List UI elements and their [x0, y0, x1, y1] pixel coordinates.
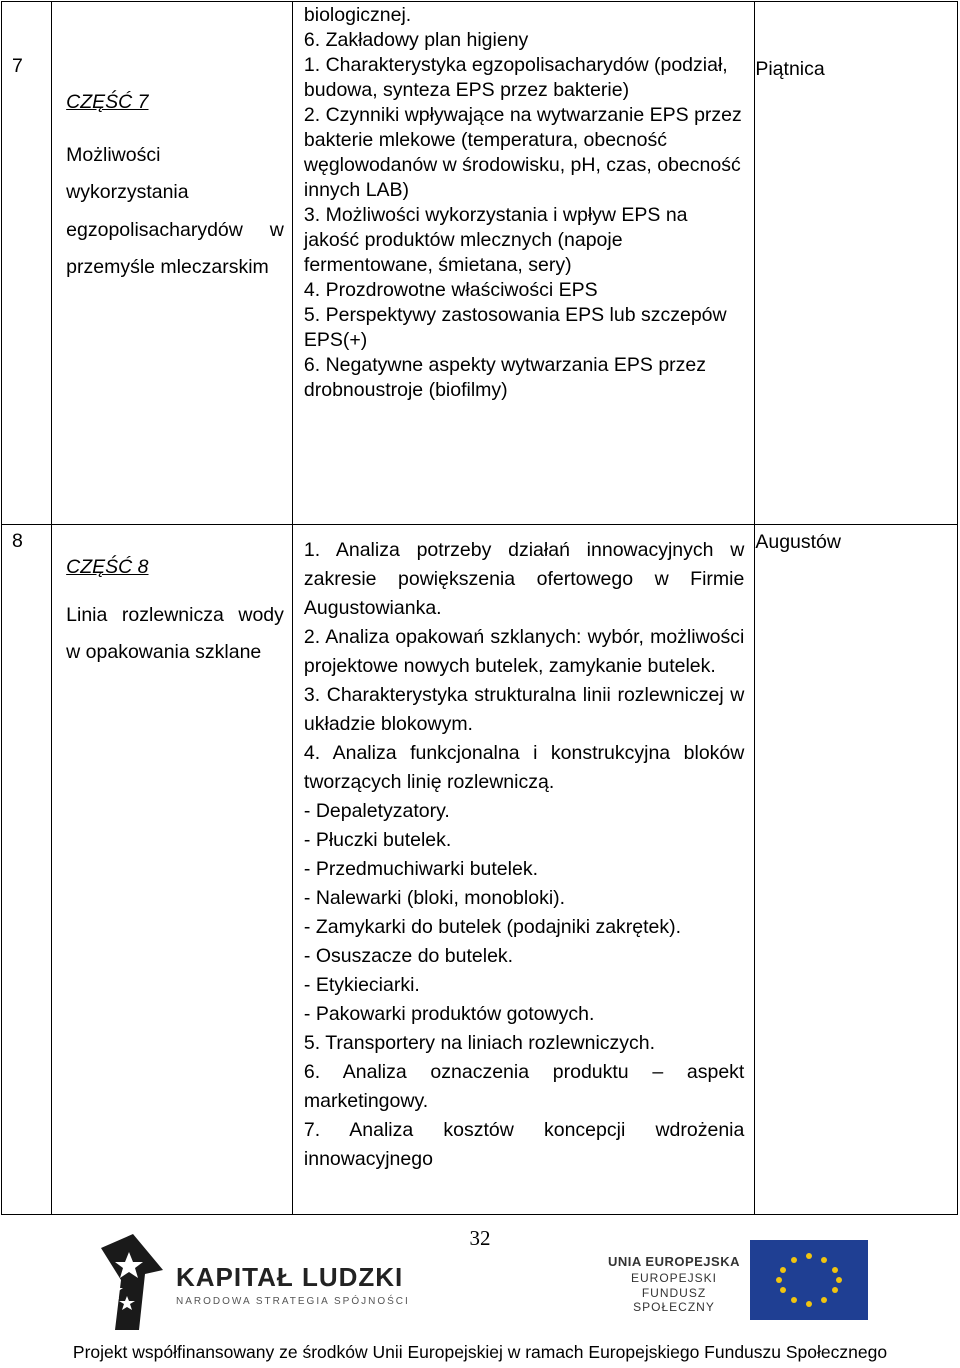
topic-item: - Nalewarki (bloki, monobloki).: [303, 887, 566, 909]
eu-flag: [600, 1230, 900, 1340]
place-cell: Augustów: [755, 525, 958, 1215]
table-row: [2, 525, 958, 1215]
topic-item: 6. Zakładowy plan higieny: [303, 29, 529, 51]
part-title: CZĘŚĆ 7: [66, 91, 149, 113]
topic-item: - Przedmuchiwarki butelek.: [303, 858, 538, 880]
part-cell: [52, 525, 293, 1215]
topic-item: 3. Charakterystyka strukturalna linii rozlewniczej w układzie blokowym.: [303, 684, 745, 735]
eu-flag-icon: [750, 1240, 868, 1320]
topic-item: 1. Charakterystyka egzopolisacharydów (podział, budowa, synteza EPS przez bakterie): [303, 54, 728, 101]
topic-item: - Płuczki butelek.: [303, 829, 452, 851]
topic-item: 1. Analiza potrzeby działań innowacyjnych w zakresie powiększenia ofertowego w Firmie Augustowianka.: [303, 539, 745, 619]
row-number: 8: [2, 525, 52, 1215]
topic-item: 7. Analiza kosztów koncepcji wdrożenia innowacyjnego: [303, 1119, 745, 1170]
topics-cell: [292, 2, 754, 525]
footer-text: Projekt współfinansowany ze środków Unii Europejskiej w ramach Europejskiego Funduszu Społecznego: [72, 1342, 888, 1362]
kapital-ludzki-subtitle: NARODOWA STRATEGIA SPÓJNOŚCI: [176, 1296, 410, 1307]
eu-line-2: EUROPEJSKI: [630, 1271, 718, 1285]
eu-line-3: FUNDUSZ SPOŁECZNY: [633, 1286, 715, 1314]
part-title: CZĘŚĆ 8: [66, 556, 149, 578]
part-description: Możliwości wykorzystania egzopolisacharydów w przemyśle mleczarskim: [66, 143, 284, 278]
part-cell: [52, 2, 293, 525]
topic-item: 5. Perspektywy zastosowania EPS lub szczepów EPS(+): [303, 304, 727, 351]
eu-line-1: UNIA EUROPEJSKA: [608, 1254, 740, 1269]
topics-cell: [292, 525, 754, 1215]
topic-item: 2. Analiza opakowań szklanych: wybór, możliwości projektowe nowych butelek, zamykanie butelek.: [303, 626, 745, 677]
topic-item: - Depaletyzatory.: [303, 800, 450, 822]
kapital-ludzki-title: KAPITAŁ LUDZKI: [176, 1262, 404, 1292]
topic-item: 6. Analiza oznaczenia produktu – aspekt marketingowy.: [303, 1061, 745, 1112]
program-table: [1, 1, 958, 1215]
row-number: 7: [2, 2, 52, 525]
topic-item: 6. Negatywne aspekty wytwarzania EPS przez drobnoustroje (biofilmy): [303, 354, 707, 401]
topic-item: - Etykieciarki.: [303, 974, 420, 996]
topic-item: 2. Czynniki wpływające na wytwarzanie EPS przez bakterie mlekowe (temperatura, obecność węglowodanów w środowisku, pH, czas, obecność innych LAB): [303, 104, 742, 201]
topic-item: - Zamykarki do butelek (podajniki zakrętek).: [303, 916, 682, 938]
table-row: [2, 2, 958, 525]
topic-item: 3. Możliwości wykorzystania i wpływ EPS na jakość produktów mlecznych (napoje fermentowane, śmietana, sery): [303, 204, 688, 276]
topic-item: 4. Analiza funkcjonalna i konstrukcyjna bloków tworzących linię rozlewniczą.: [303, 742, 745, 793]
part-description: Linia rozlewnicza wody w opakowania szklane: [66, 603, 284, 663]
topic-item: - Pakowarki produktów gotowych.: [303, 1003, 595, 1025]
place-cell: Piątnica: [755, 2, 958, 525]
topic-item: - Osuszacze do butelek.: [303, 945, 514, 967]
topic-item: 4. Prozdrowotne właściwości EPS: [303, 279, 598, 301]
kapital-ludzki-emblem-icon: [101, 1234, 163, 1330]
page-number: 32: [469, 1226, 491, 1250]
topic-item: 5. Transportery na liniach rozlewniczych.: [303, 1032, 656, 1054]
topic-item: biologicznej.: [303, 4, 412, 26]
